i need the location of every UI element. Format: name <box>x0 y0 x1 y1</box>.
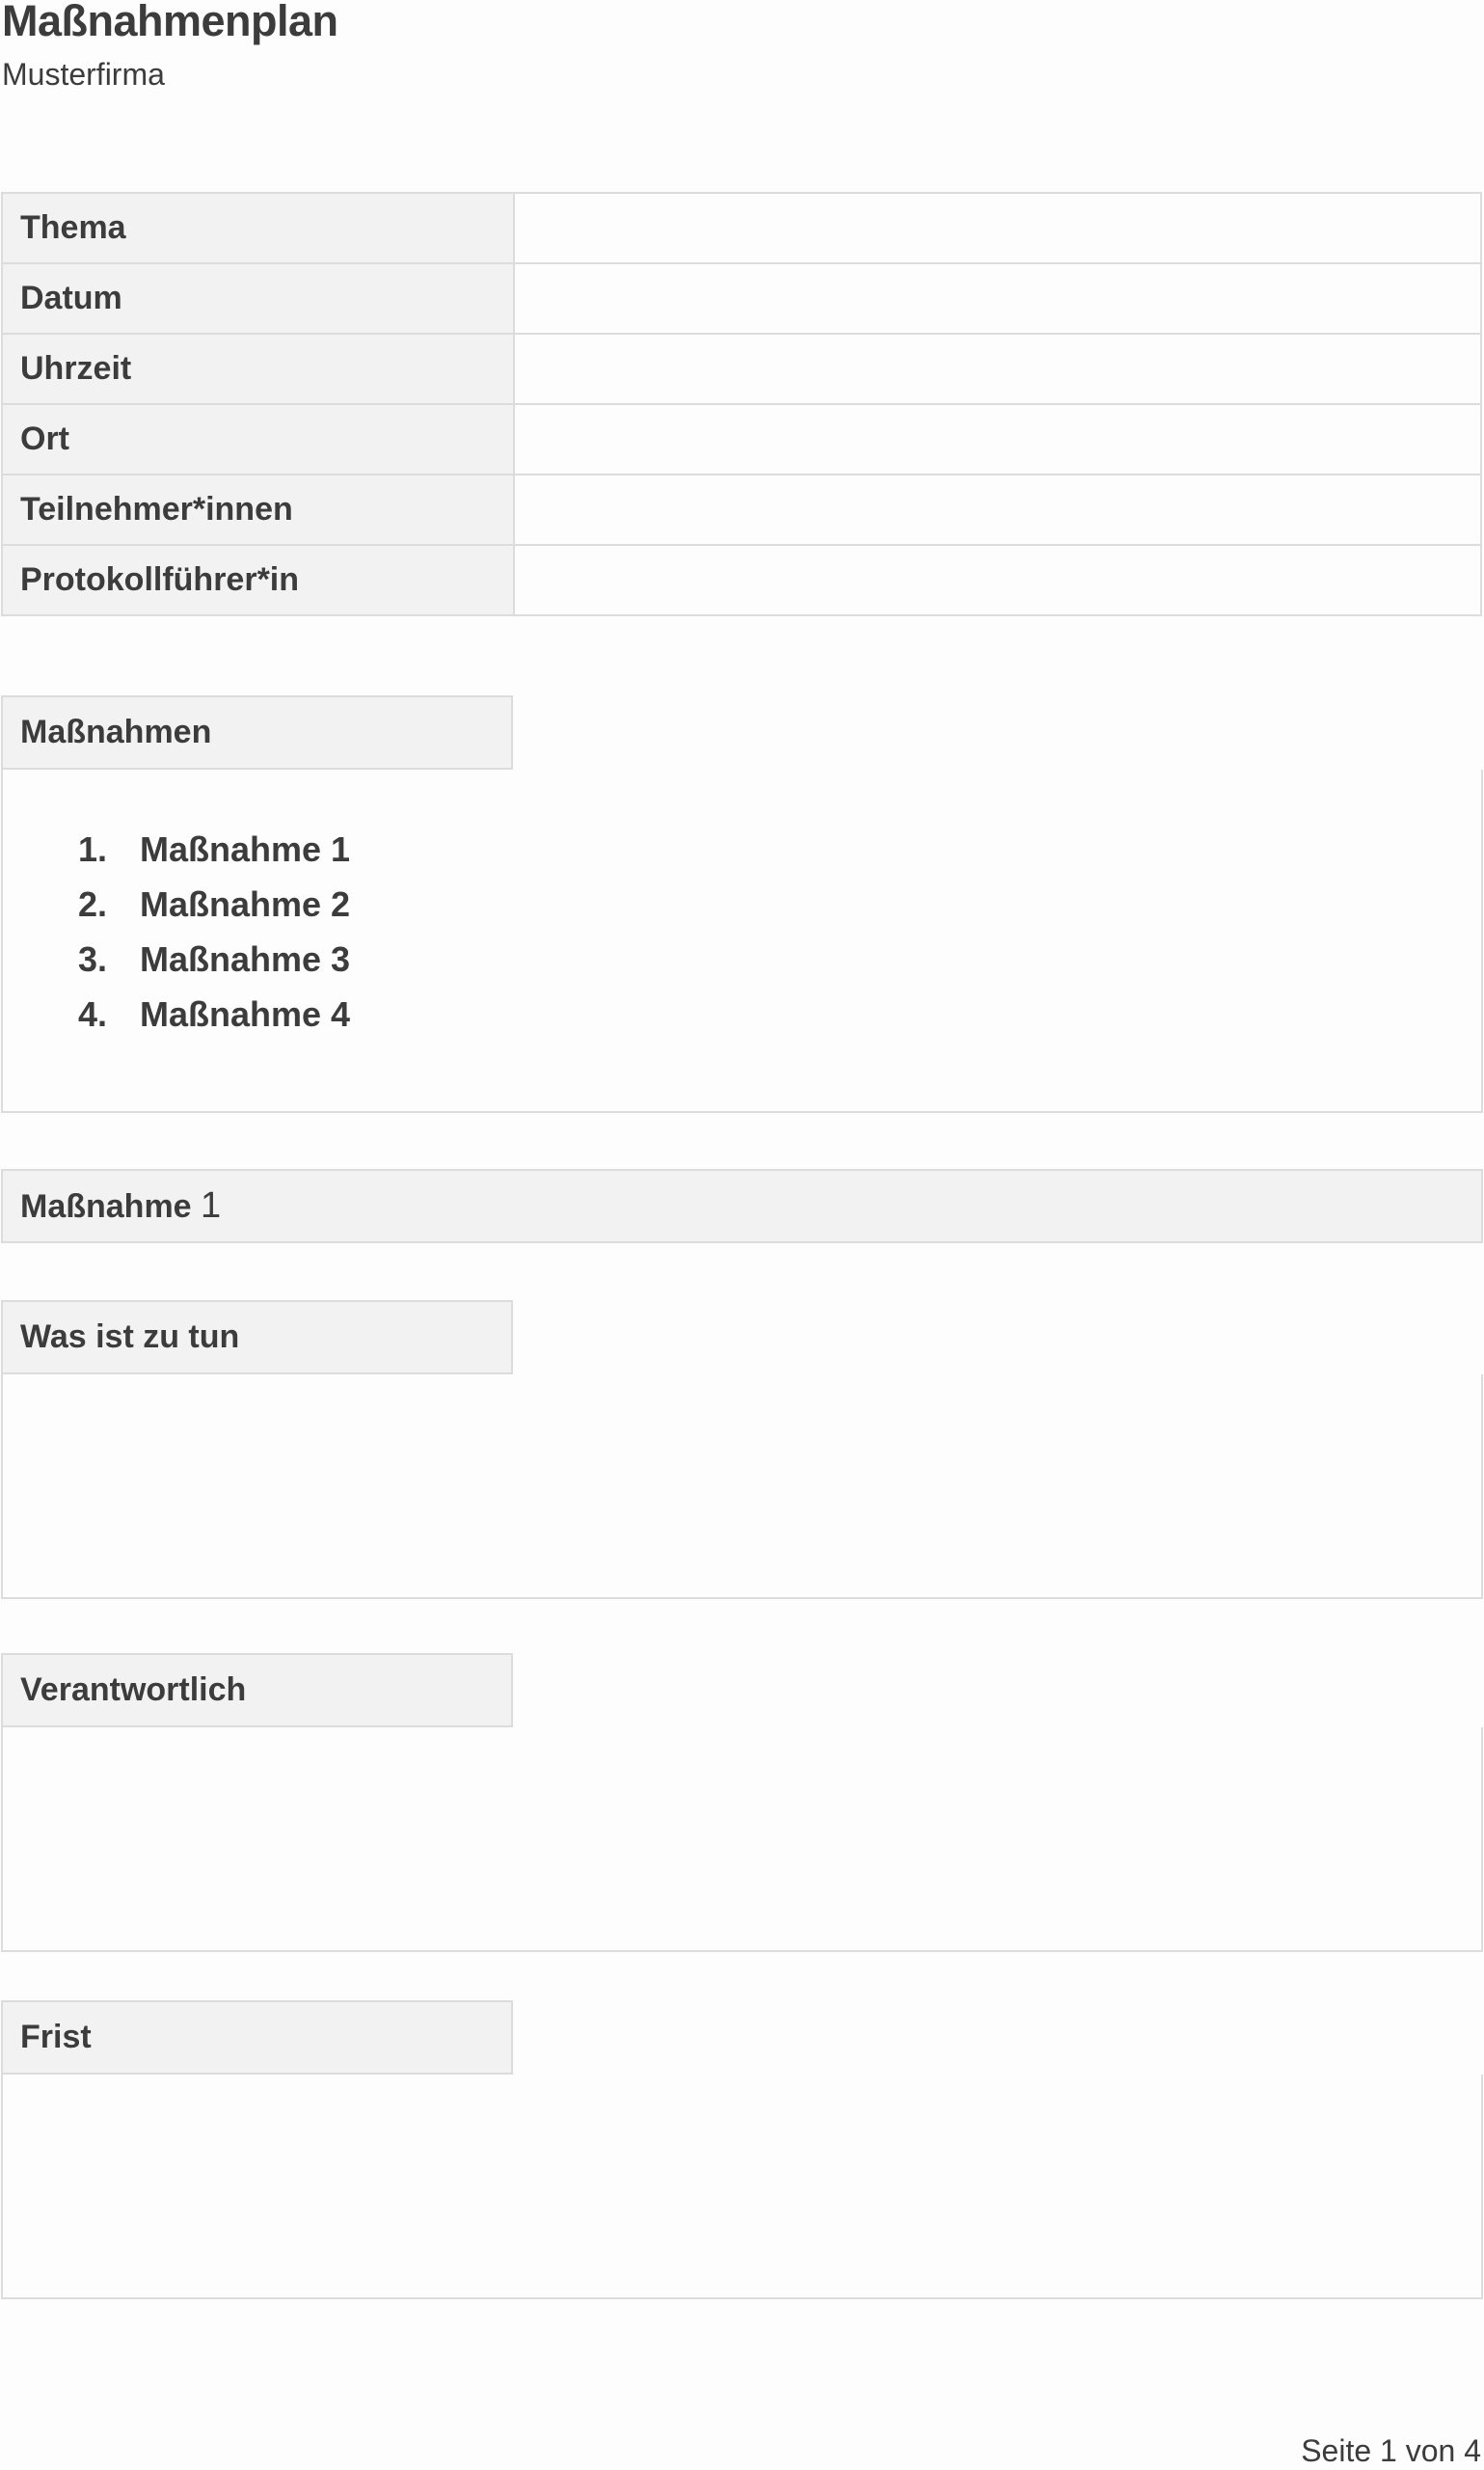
info-value-location[interactable] <box>514 404 1481 475</box>
responsible-header: Verantwortlich <box>1 1653 513 1727</box>
info-label-date: Datum <box>2 263 514 334</box>
deadline-header: Frist <box>1 2000 513 2075</box>
info-label-location: Ort <box>2 404 514 475</box>
info-value-date[interactable] <box>514 263 1481 334</box>
list-item-label: Maßnahme 2 <box>140 884 351 924</box>
measure-detail-header-number: 1 <box>201 1185 222 1226</box>
company-name: Musterfirma <box>2 57 165 92</box>
measure-detail-header-text: Maßnahme <box>20 1188 192 1225</box>
deadline-field[interactable] <box>1 2075 1483 2299</box>
measures-list <box>78 822 350 1042</box>
list-item <box>78 932 350 987</box>
list-item <box>78 822 350 877</box>
info-label-participants: Teilnehmer*innen <box>2 475 514 545</box>
info-label-time: Uhrzeit <box>2 334 514 404</box>
table-row <box>2 475 1481 545</box>
measures-header: Maßnahmen <box>1 695 513 770</box>
page-number: Seite 1 von 4 <box>1301 2433 1481 2468</box>
list-item-number: 2. <box>78 884 108 924</box>
responsible-field[interactable] <box>1 1727 1483 1952</box>
list-item-label: Maßnahme 3 <box>140 939 351 979</box>
document-title: Maßnahmenplan <box>2 0 338 45</box>
measures-list-box <box>1 770 1483 1113</box>
info-label-topic: Thema <box>2 193 514 263</box>
info-value-time[interactable] <box>514 334 1481 404</box>
table-row <box>2 334 1481 404</box>
info-value-minute-taker[interactable] <box>514 545 1481 615</box>
info-table <box>1 192 1482 616</box>
list-item-number: 1. <box>78 829 108 869</box>
info-value-topic[interactable] <box>514 193 1481 263</box>
table-row <box>2 263 1481 334</box>
list-item-label: Maßnahme 4 <box>140 994 351 1034</box>
what-to-do-field[interactable] <box>1 1374 1483 1599</box>
list-item-number: 3. <box>78 939 108 979</box>
table-row <box>2 545 1481 615</box>
list-item <box>78 877 350 932</box>
table-row <box>2 404 1481 475</box>
info-label-minute-taker: Protokollführer*in <box>2 545 514 615</box>
list-item <box>78 987 350 1042</box>
what-to-do-header: Was ist zu tun <box>1 1300 513 1374</box>
list-item-label: Maßnahme 1 <box>140 829 351 869</box>
list-item-number: 4. <box>78 994 108 1034</box>
info-value-participants[interactable] <box>514 475 1481 545</box>
measure-detail-header <box>1 1169 1483 1243</box>
table-row <box>2 193 1481 263</box>
